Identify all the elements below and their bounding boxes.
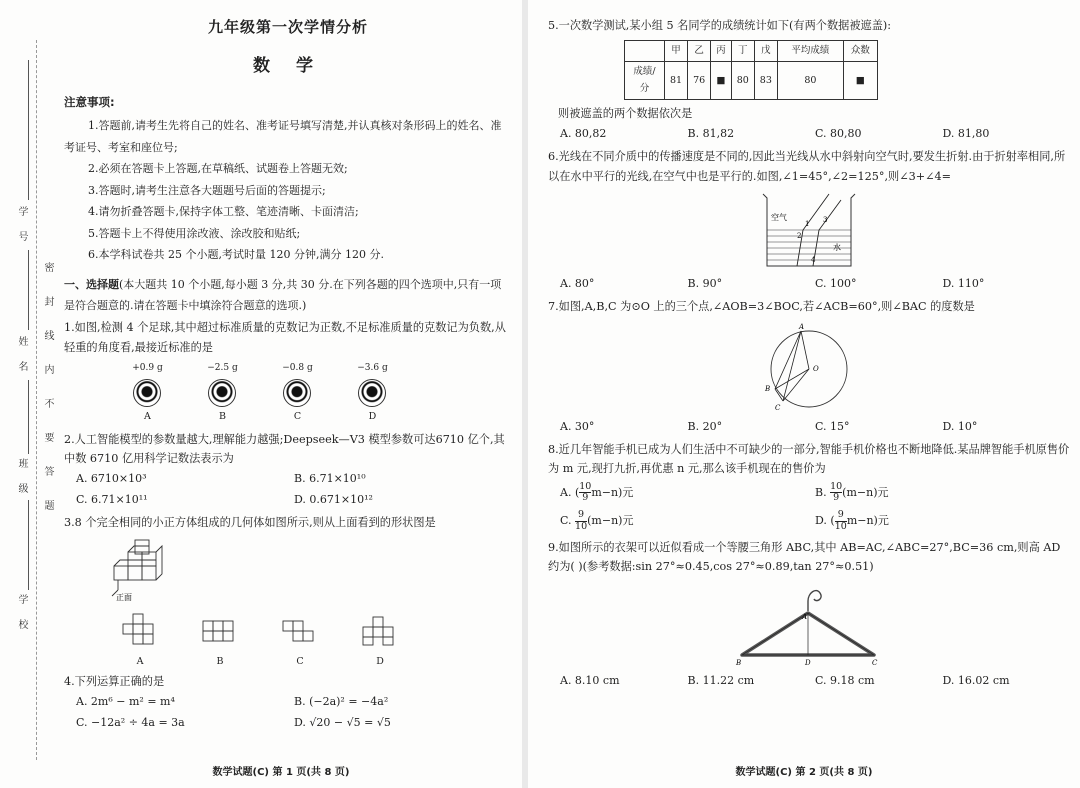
option-letter: A. [560,485,575,499]
numerator: 9 [837,509,844,521]
view-option-c[interactable] [279,613,321,670]
football-figure [110,361,410,425]
table-row [625,62,878,100]
left-content [64,16,512,734]
page-2-footer: 数学试题(C) 第 2 页(共 8 页) [735,767,873,778]
question-4-text: 4.下列运算正确的是 [64,675,165,689]
point-label: C [872,659,878,668]
right-content [548,14,1070,692]
angle-label: 1 [805,220,810,229]
table-cell: 81 [665,62,688,100]
table-cell: 80 [731,62,754,100]
table-header-cell [625,40,665,62]
section-heading [64,275,512,316]
option-d[interactable]: D. 81,80 [942,127,990,141]
ball-b [207,361,237,425]
table-cell: ■ [843,62,877,100]
notice-item: 3.答题时,请考生注意各大题题号后面的答题提示; [88,183,326,197]
option-b[interactable]: B. 11.22 cm [687,674,755,688]
field-school-label: 学 校 [16,594,27,636]
score-table [624,40,878,101]
circle-figure [761,321,857,413]
numerator: 10 [579,480,592,492]
option-a[interactable]: A. 30° [560,419,595,433]
ball-letter: A [144,411,151,423]
table-header-row [625,40,878,62]
view-option-a[interactable] [119,613,161,670]
page-2 [528,0,1080,788]
page-1 [0,0,522,788]
option-d[interactable]: D. ( $\frac{9}{10}$ m−n)元 [815,509,889,532]
binding-strip [0,0,62,788]
refraction-figure [757,190,861,270]
angle-label: 2 [797,232,802,241]
exam-subject: 数 学 [253,56,323,77]
seal-dashed-line [36,40,37,760]
question-1-text: 1.如图,检测 4 个足球,其中超过标准质量的克数记为正数,不足标准质量的克数记为负数,从轻重的角度看,最接近标准的是 [64,321,506,354]
notice-item: 2.必须在答题卡上答题,在草稿纸、试题卷上答题无效; [88,162,348,176]
field-student-number-label: 学 号 [16,206,27,248]
option-tail: m−n)元 [846,514,889,528]
option-a[interactable]: A. 80° [560,277,595,291]
option-d[interactable]: D. 16.02 cm [942,674,1010,688]
row-label: 成绩/分 [625,62,665,100]
football-icon [208,379,236,407]
table-cell: ■ [711,62,732,100]
view-letter: C [296,655,304,667]
option-a[interactable]: A. 2m⁶ − m² = m⁴ [76,694,175,708]
numerator: 10 [830,480,843,492]
option-tail: m−n)元 [591,485,634,499]
question-9-text: 9.如图所示的衣架可以近似看成一个等腰三角形 ABC,其中 AB=AC,∠ABC=27°,BC=36 cm,则高 AD 约为( )(参考数据:sin 27°≈0.45,cos 27°≈0.89,tan 27°≈0.51) [548,540,1061,574]
question-2-options [64,469,512,511]
table-header-cell: 丙 [711,40,732,62]
ball-mass: −0.8 g [282,363,313,374]
ball-mass: −2.5 g [207,363,238,374]
denominator: 10 [575,520,588,532]
front-view-label: 正面 [116,593,132,603]
question-7-options [548,417,1070,438]
notice-block [64,94,512,266]
field-name-label: 姓 名 [16,336,27,378]
question-9 [548,538,1070,692]
question-5-options [548,124,1070,145]
football-icon [133,379,161,407]
notice-heading: 注意事项: [64,94,115,109]
option-b[interactable] [815,479,1070,508]
field-student-number-blank[interactable] [28,60,29,200]
point-label: A [799,322,805,331]
view-letter: A [136,655,144,667]
table-header-cell: 众数 [843,40,877,62]
point-label: O [813,364,819,373]
field-class-blank[interactable] [28,380,29,454]
option-tail: (m−n)元 [842,485,889,499]
point-label: D [805,659,811,668]
question-2 [64,430,512,511]
question-8 [548,440,1070,536]
option-d[interactable]: D. √20 − √5 = √5 [294,715,391,729]
question-6-text: 6.光线在不同介质中的传播速度是不同的,因此当光线从水中斜射向空气时,要发生折射.由于折射率相同,所以在水中平行的光线,在空气中也是平行的.如图,∠1=45°,∠2=125°,则∠3+∠4= [548,149,1066,183]
ball-mass: −3.6 g [357,363,388,374]
option-letter: C. [560,514,576,528]
cube-solid-figure [104,536,224,602]
question-9-options [548,671,1070,692]
ball-letter: D [368,411,377,423]
table-cell: 76 [688,62,711,100]
point-label: A [802,613,808,622]
option-d[interactable]: D. 110° [942,277,985,291]
question-5-ask: 则被遮盖的两个数据依次是 [558,107,693,121]
question-1 [64,318,512,426]
option-c[interactable]: C. 9.18 cm [815,674,875,688]
option-d[interactable]: D. 0.671×10¹² [294,492,373,506]
section-desc: (本大题共 10 个小题,每小题 3 分,共 30 分.在下列各题的四个选项中,只有一项是符合题意的.请在答题卡中填涂符合题意的选项.) [64,278,502,312]
denominator: 9 [830,492,842,503]
question-7-text: 7.如图,A,B,C 为⊙O 上的三个点,∠AOB=3∠BOC,若∠ACB=60°,则∠BAC 的度数是 [548,300,975,314]
option-b[interactable]: B. 81,82 [687,127,735,141]
option-d[interactable]: D. 10° [942,419,978,433]
notice-item: 4.请勿折叠答题卡,保持字体工整、笔迹清晰、卡面清洁; [88,205,359,219]
table-cell: 80 [777,62,843,100]
point-label: C [775,403,781,412]
ball-c [282,361,312,425]
question-4 [64,672,512,733]
angle-label: 3 [823,216,828,225]
option-b[interactable]: B. 6.71×10¹⁰ [294,471,366,485]
fraction [575,510,587,532]
option-c[interactable]: C. 15° [815,419,850,433]
table-header-cell: 丁 [731,40,754,62]
option-b[interactable]: B. 90° [687,277,723,291]
notice-item: 1.答题前,请考生先将自己的姓名、准考证号填写清楚,并认真核对条形码上的姓名、准考证号、考室和座位号; [64,119,502,154]
view-option-d[interactable] [359,613,401,670]
view-letter: D [376,655,384,667]
section-title: 一、选择题 [64,278,119,292]
question-6-options [548,274,1070,295]
ball-letter: B [219,411,226,423]
ball-d [357,361,387,425]
table-header-cell: 甲 [665,40,688,62]
option-a[interactable]: A. 8.10 cm [560,674,620,688]
ball-mass: +0.9 g [132,363,163,374]
table-cell: 83 [754,62,777,100]
question-3 [64,513,512,670]
angle-label: 4 [811,256,816,265]
field-name-blank[interactable] [28,250,29,330]
view-letter: B [216,655,224,667]
fraction [579,482,591,504]
ball-a [132,361,162,425]
field-class-label: 班 级 [16,458,27,500]
seal-text: 密封线内不要答题 [42,262,53,534]
air-label: 空气 [771,213,787,223]
fraction [835,510,847,532]
option-c[interactable]: C. 6.71×10¹¹ [76,492,148,506]
view-b-shape [199,613,241,647]
table-header-cell: 平均成绩 [777,40,843,62]
exam-title: 九年级第一次学情分析 [207,18,368,36]
football-icon [358,379,386,407]
question-4-options [64,692,512,734]
notice-item: 6.本学科试卷共 25 个小题,考试时量 120 分钟,满分 120 分. [88,248,384,262]
question-8-options [548,479,1070,536]
ball-letter: C [293,411,302,423]
option-a[interactable]: A. 6710×10³ [76,471,147,485]
option-c[interactable]: C. 100° [815,277,857,291]
table-header-cell: 乙 [688,40,711,62]
option-c[interactable]: C. −12a² ÷ 4a = 3a [76,715,185,729]
point-label: B [765,384,771,393]
football-icon [283,379,311,407]
numerator: 9 [578,509,585,521]
top-view-options [100,613,420,670]
view-a-shape [119,613,161,647]
view-c-shape [279,613,321,647]
option-b[interactable]: B. (−2a)² = −4a² [294,694,389,708]
option-a[interactable]: A. 80,82 [560,127,607,141]
option-tail: (m−n)元 [587,514,634,528]
fraction [830,482,842,504]
water-label: 水 [833,243,841,253]
option-c[interactable]: C. 80,80 [815,127,862,141]
question-6 [548,147,1070,295]
field-school-blank[interactable] [28,500,29,590]
hanger-figure [734,581,884,667]
question-5-text: 5.一次数学测试,某小组 5 名同学的成绩统计如下(有两个数据被遮盖): [548,19,892,32]
option-letter: B. [815,485,831,499]
table-header-cell: 戊 [754,40,777,62]
denominator: 10 [834,520,847,532]
option-b[interactable]: B. 20° [687,419,723,433]
denominator: 9 [579,492,591,503]
point-label: B [736,659,742,668]
question-5 [548,16,1070,145]
option-c[interactable] [560,507,815,536]
view-d-shape [359,613,401,647]
option-letter: D. [815,514,831,528]
notice-item: 5.答题卡上不得使用涂改液、涂改胶和贴纸; [88,226,301,240]
question-7 [548,297,1070,437]
view-option-b[interactable] [199,613,241,670]
page-1-footer: 数学试题(C) 第 1 页(共 8 页) [212,767,350,778]
question-3-text: 3.8 个完全相同的小正方体组成的几何体如图所示,则从上面看到的形状图是 [64,515,436,529]
option-a[interactable]: A. ( $\frac{10}{9}$ m−n)元 [560,480,634,504]
question-8-text: 8.近几年智能手机已成为人们生活中不可缺少的一部分,智能手机价格也不断地降低.某品牌智能手机原售价为 m 元,现打九折,再优惠 n 元,那么该手机现在的售价为 [548,442,1070,476]
question-2-text: 2.人工智能模型的参数量越大,理解能力越强;Deepseek—V3 模型参数可达6710 亿个,其中数 6710 亿用科学记数法表示为 [64,432,505,466]
